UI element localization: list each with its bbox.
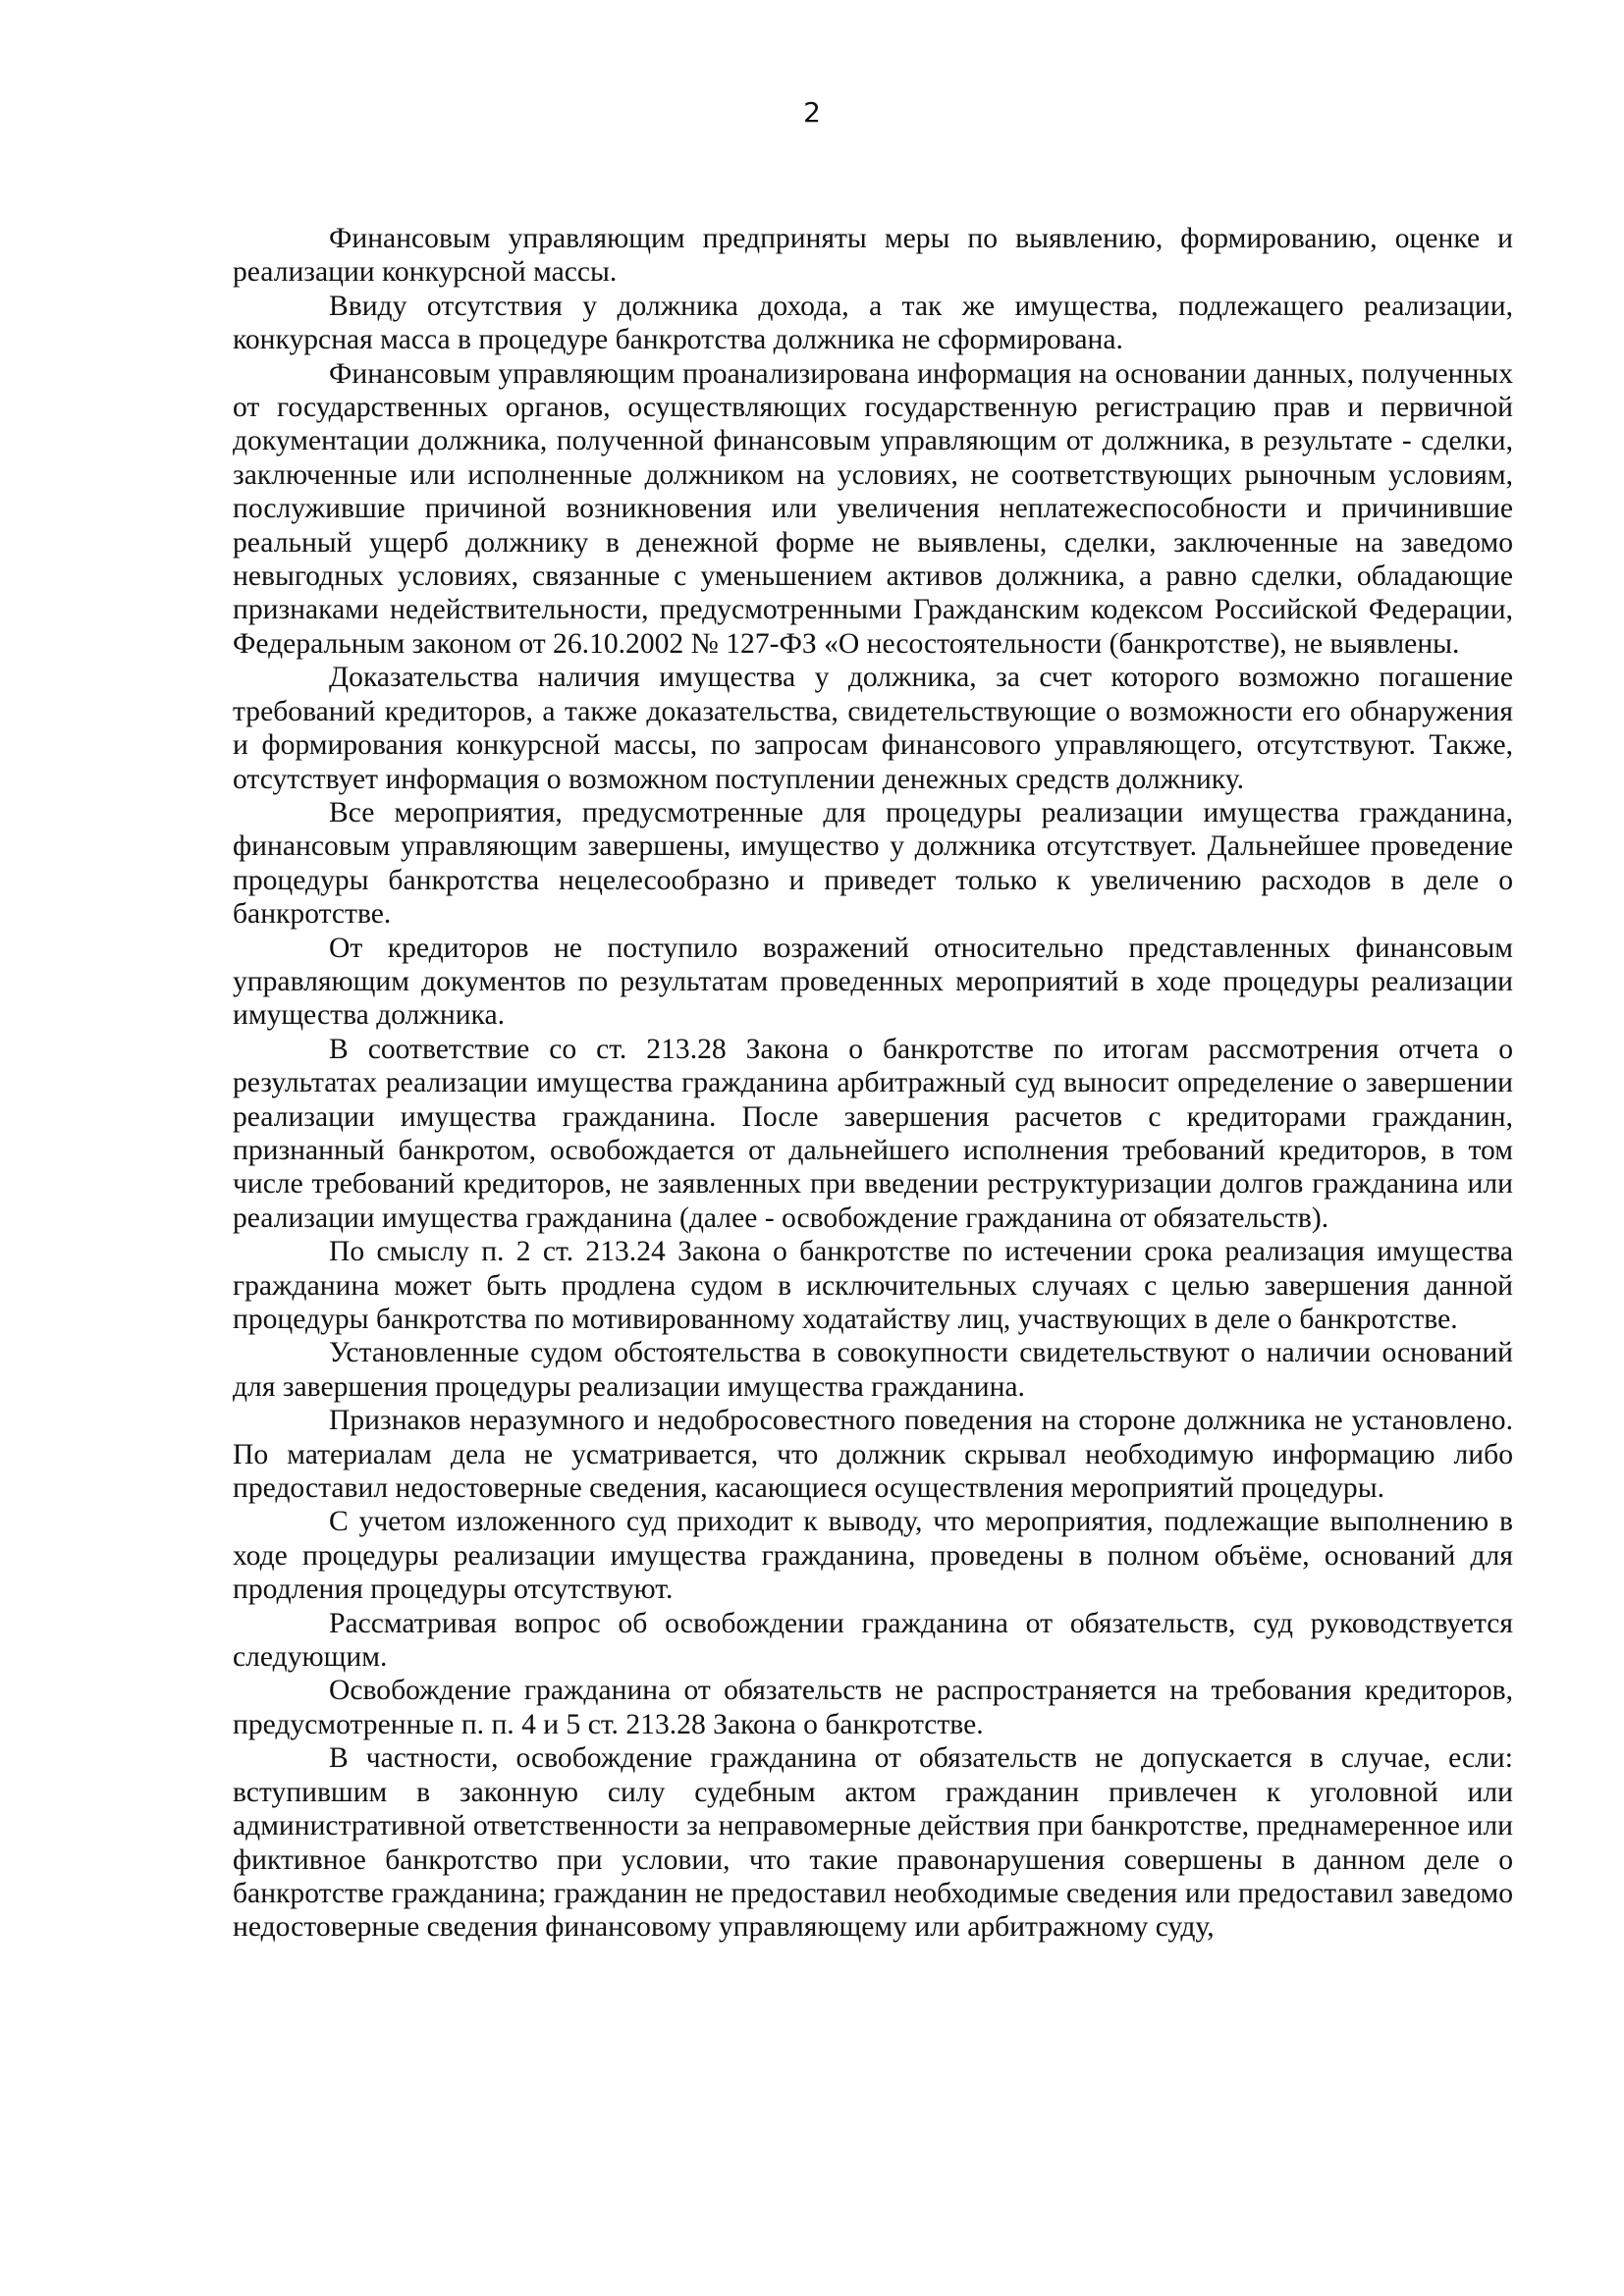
paragraph: Финансовым управляющим проанализирована информация на основании данных, полученных от государственных органов, осуществляющих государственную регистрацию прав и первичной документации должника, полученной финансовым управляющим от должника, в результате - сделки, заключенные или исполненные должником на условиях, не соответствующих рыночным условиям, послужившие причиной возникновения или увеличения неплатежеспособности и причинившие реальный ущерб должнику в денежной форме не выявлены, сделки, заключенные на заведомо невыгодных условиях, связанные с уменьшением активов должника, а равно сделки, обладающие признаками недействительности, предусмотренными Гражданским кодексом Российской Федерации, Федеральным законом от 26.10.2002 № 127-ФЗ «О несостоятельности (банкротстве), не выявлены. xyxy=(233,357,1513,660)
document-body xyxy=(233,222,1513,1945)
paragraph: Доказательства наличия имущества у должника, за счет которого возможно погашение требований кредиторов, а также доказательства, свидетельствующие о возможности его обнаружения и формирования конкурсной массы, по запросам финансового управляющего, отсутствуют. Также, отсутствует информация о возможном поступлении денежных средств должнику. xyxy=(233,662,1513,795)
paragraph: Признаков неразумного и недобросовестного поведения на стороне должника не установлено. По материалам дела не усматривается, что должник скрывал необходимую информацию либо предоставил недостоверные сведения, касающиеся осуществления мероприятий процедуры. xyxy=(233,1405,1513,1505)
paragraph: По смыслу п. 2 ст. 213.24 Закона о банкротстве по истечении срока реализация имущества гражданина может быть продлена судом в исключительных случаях с целью завершения данной процедуры банкротства по мотивированному ходатайству лиц, участвующих в деле о банкротстве. xyxy=(233,1236,1513,1335)
paragraph: В частности, освобождение гражданина от обязательств не допускается в случае, если: вступившим в законную силу судебным актом гражданин привлечен к уголовной или административной ответственности за неправомерные действия при банкротстве, преднамеренное или фиктивное банкротство при условии, что такие правонарушения совершены в данном деле о банкротстве гражданина; гражданин не предоставил необходимые сведения или предоставил заведомо недостоверные сведения финансовому управляющему или арбитражному суду, xyxy=(233,1742,1513,1944)
paragraph: С учетом изложенного суд приходит к выводу, что мероприятия, подлежащие выполнению в ходе процедуры реализации имущества гражданина, проведены в полном объёме, оснований для продления процедуры отсутствуют. xyxy=(233,1506,1513,1606)
paragraph: Все мероприятия, предусмотренные для процедуры реализации имущества гражданина, финансовым управляющим завершены, имущество у должника отсутствует. Дальнейшее проведение процедуры банкротства нецелесообразно и приведет только к увеличению расходов в деле о банкротстве. xyxy=(233,796,1513,931)
paragraph: Установленные судом обстоятельства в совокупности свидетельствуют о наличии оснований для завершения процедуры реализации имущества гражданина. xyxy=(233,1337,1513,1403)
paragraph: Финансовым управляющим предприняты меры по выявлению, формированию, оценке и реализации конкурсной массы. xyxy=(233,223,1513,289)
paragraph: От кредиторов не поступило возражений относительно представленных финансовым управляющим документов по результатам проведенных мероприятий в ходе процедуры реализации имущества должника. xyxy=(233,932,1513,1032)
paragraph: Ввиду отсутствия у должника дохода, а так же имущества, подлежащего реализации, конкурсная масса в процедуре банкротства должника не сформирована. xyxy=(233,290,1513,356)
paragraph: В соответствие со ст. 213.28 Закона о банкротстве по итогам рассмотрения отчета о результатах реализации имущества гражданина арбитражный суд выносит определение о завершении реализации имущества гражданина. После завершения расчетов с кредиторами гражданин, признанный банкротом, освобождается от дальнейшего исполнения требований кредиторов, в том числе требований кредиторов, не заявленных при введении реструктуризации долгов гражданина или реализации имущества гражданина (далее - освобождение гражданина от обязательств). xyxy=(233,1033,1513,1234)
paragraph: Освобождение гражданина от обязательств не распространяется на требования кредиторов, предусмотренные п. п. 4 и 5 ст. 213.28 Закона о банкротстве. xyxy=(233,1675,1513,1740)
page-number: 2 xyxy=(803,96,821,129)
paragraph: Рассматривая вопрос об освобождении гражданина от обязательств, суд руководствуется следующим. xyxy=(233,1607,1513,1674)
